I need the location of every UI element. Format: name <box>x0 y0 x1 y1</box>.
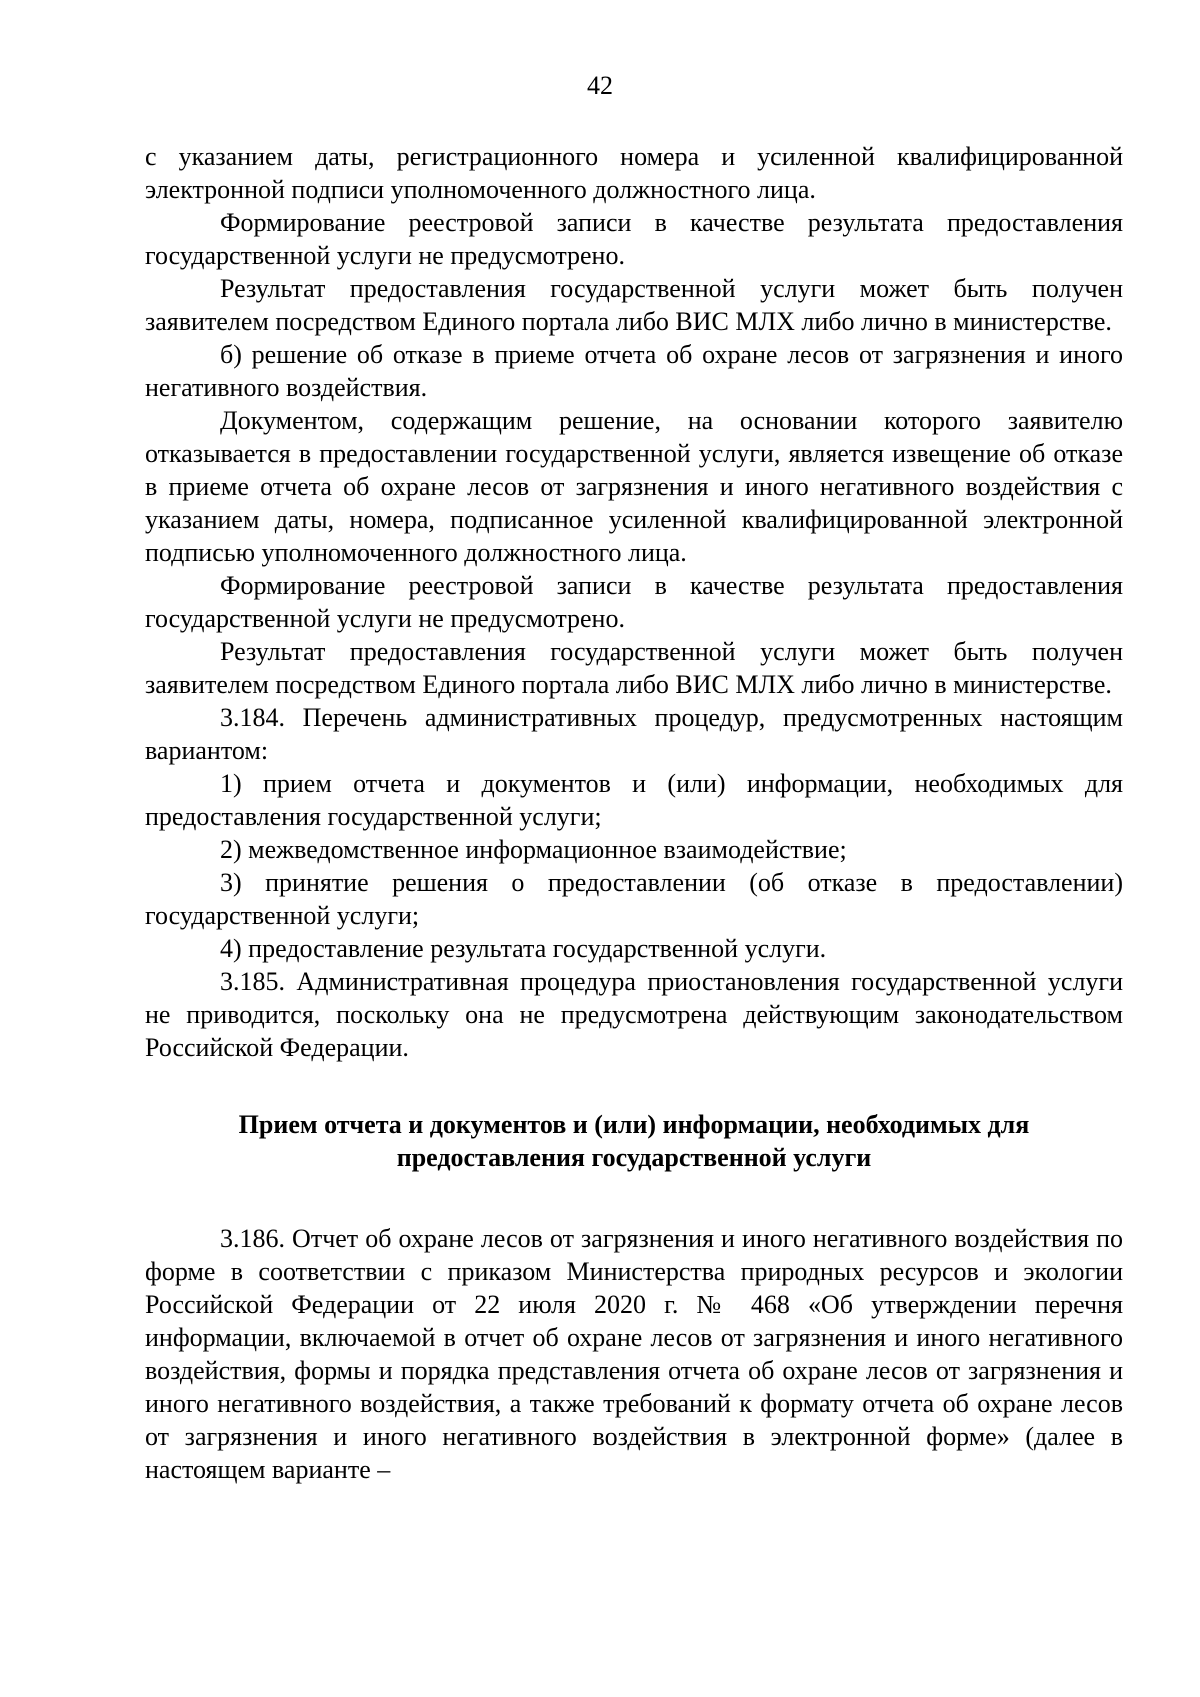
paragraph: Результат предоставления государственной услуги может быть получен заявителем посредством Единого портала либо ВИС МЛХ либо лично в министерстве. <box>145 274 1123 336</box>
paragraph: Формирование реестровой записи в качестве результата предоставления государственной услуги не предусмотрено. <box>145 571 1123 633</box>
list-item: 3) принятие решения о предоставлении (об отказе в предоставлении) государственной услуги; <box>145 868 1123 930</box>
paragraph: 3.184. Перечень административных процедур, предусмотренных настоящим вариантом: <box>145 703 1123 765</box>
paragraph: Результат предоставления государственной услуги может быть получен заявителем посредством Единого портала либо ВИС МЛХ либо лично в министерстве. <box>145 637 1123 699</box>
paragraph: 3.185. Административная процедура приостановления государственной услуги не приводится, поскольку она не предусмотрена действующим законодательством Российской Федерации. <box>145 967 1123 1062</box>
section-heading-line: Прием отчета и документов и (или) информации, необходимых для <box>238 1110 1030 1139</box>
section-heading <box>145 1108 1123 1174</box>
paragraph: с указанием даты, регистрационного номера и усиленной квалифицированной электронной подписи уполномоченного должностного лица. <box>145 142 1123 204</box>
list-item: 2) межведомственное информационное взаимодействие; <box>220 835 847 864</box>
paragraph: 3.186. Отчет об охране лесов от загрязнения и иного негативного воздействия по форме в соответствии с приказом Министерства природных ресурсов и экологии Российской Федерации от 22 июля 2020 г. № 468 «Об утверждении перечня информации, включаемой в отчет об охране лесов от загрязнения и иного негативного воздействия, формы и порядка представления отчета об охране лесов от загрязнения и иного негативного воздействия, а также требований к формату отчета об охране лесов от загрязнения и иного негативного воздействия в электронной форме» (далее в настоящем варианте – <box>145 1224 1123 1484</box>
document-body <box>145 140 1123 1486</box>
page-number: 42 <box>587 71 613 100</box>
section-heading-line: предоставления государственной услуги <box>396 1143 872 1172</box>
paragraph: Документом, содержащим решение, на основании которого заявителю отказывается в предоставлении государственной услуги, является извещение об отказе в приеме отчета об охране лесов от загрязнения и иного негативного воздействия с указанием даты, номера, подписанное усиленной квалифицированной электронной подписью уполномоченного должностного лица. <box>145 406 1123 567</box>
list-item: 4) предоставление результата государственной услуги. <box>220 934 827 963</box>
paragraph: Формирование реестровой записи в качестве результата предоставления государственной услуги не предусмотрено. <box>145 208 1123 270</box>
list-item: 1) прием отчета и документов и (или) информации, необходимых для предоставления государственной услуги; <box>145 769 1123 831</box>
paragraph: б) решение об отказе в приеме отчета об охране лесов от загрязнения и иного негативного воздействия. <box>145 340 1123 402</box>
